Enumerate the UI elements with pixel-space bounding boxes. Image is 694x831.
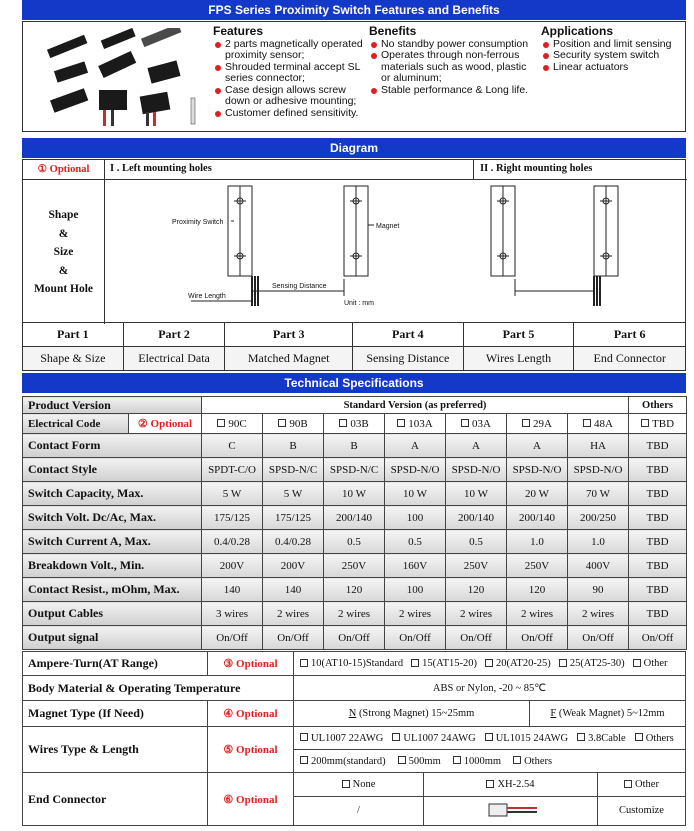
product-version-label: Product Version xyxy=(23,397,202,414)
spec-cell: 120 xyxy=(507,578,568,602)
spec-cell: 10 W xyxy=(324,482,385,506)
wires-row xyxy=(23,727,685,773)
code-text: 03B xyxy=(350,417,369,430)
spec-cell: 2 wires xyxy=(507,602,568,626)
ampere-option-text: 10(AT10-15)Standard xyxy=(311,658,404,669)
spec-cell: 200V xyxy=(263,554,324,578)
spec-cell: TBD xyxy=(629,458,687,482)
spec-cell: 100 xyxy=(385,578,446,602)
diagram-title: Diagram xyxy=(22,138,686,158)
wire-type-text: UL1007 24AWG xyxy=(403,732,476,744)
spec-cell: 0.5 xyxy=(385,530,446,554)
spec-cell: 200/140 xyxy=(507,506,568,530)
shape-size-label xyxy=(23,180,104,299)
spec-cell: 10 W xyxy=(385,482,446,506)
spec-cell: SPSD-N/C xyxy=(263,458,324,482)
code-text: 48A xyxy=(594,417,613,430)
spec-header-row xyxy=(23,397,687,414)
wire-type-text: 3.8Cable xyxy=(588,732,626,744)
spec-cell: SPSD-N/O xyxy=(385,458,446,482)
checkbox[interactable] xyxy=(461,419,469,427)
part-name: Matched Magnet xyxy=(225,347,353,370)
ampere-option-text: 20(AT20-25) xyxy=(495,658,551,669)
electrical-code-row xyxy=(23,414,687,434)
spec-cell: 0.5 xyxy=(324,530,385,554)
checkbox[interactable] xyxy=(339,419,347,427)
strong-magnet-code: N xyxy=(348,708,357,719)
part-header: Part 6 xyxy=(613,327,646,341)
strong-magnet-text: (Strong Magnet) 15~25mm xyxy=(358,708,475,719)
wire-type-option[interactable] xyxy=(485,733,568,744)
spec-row-label: Contact Style xyxy=(23,458,202,482)
spec-row-label: Breakdown Volt., Min. xyxy=(23,554,202,578)
spec-cell: On/Off xyxy=(385,626,446,650)
spec-cell: 3 wires xyxy=(202,602,263,626)
connector-label: End Connector xyxy=(23,773,208,825)
code-option[interactable] xyxy=(263,414,324,434)
spec-cell: 140 xyxy=(263,578,324,602)
checkbox[interactable] xyxy=(522,419,530,427)
code-option[interactable] xyxy=(385,414,446,434)
weak-magnet-code: F xyxy=(550,708,557,719)
part-header: Part 1 xyxy=(23,323,124,346)
benefits-heading: Benefits xyxy=(369,24,417,38)
wire-length-option[interactable] xyxy=(453,756,501,767)
spec-cell: SPSD-N/O xyxy=(446,458,507,482)
spec-row xyxy=(23,458,687,482)
ampere-option-text: 25(AT25-30) xyxy=(569,658,625,669)
applications-heading: Applications xyxy=(541,24,614,38)
spec-row xyxy=(23,626,687,650)
part-name: Sensing Distance xyxy=(353,347,464,370)
features-heading: Features xyxy=(213,24,264,38)
spec-row xyxy=(23,530,687,554)
benefit-item: No standby power consumption xyxy=(369,39,529,51)
feature-item: 2 parts magnetically operated proximity sensor; xyxy=(213,39,363,62)
spec-cell: On/Off xyxy=(324,626,385,650)
wire-length-text: 1000mm xyxy=(463,755,502,767)
code-text: TBD xyxy=(652,417,675,430)
spec-cell: C xyxy=(202,434,263,458)
spec-cell: 5 W xyxy=(263,482,324,506)
magnet-label: Magnet xyxy=(376,223,400,230)
weak-magnet-option[interactable] xyxy=(530,701,685,726)
code-text: 103A xyxy=(408,417,433,430)
left-mount-title: I . Left mounting holes xyxy=(110,163,212,174)
specs-title: Technical Specifications xyxy=(22,373,686,393)
parts-header-row xyxy=(22,323,686,347)
shape-line: Size xyxy=(53,246,74,258)
ampere-row xyxy=(23,652,685,676)
spec-cell: 1.0 xyxy=(568,530,629,554)
wire-type-option[interactable] xyxy=(577,733,626,744)
spec-cell: TBD xyxy=(629,554,687,578)
connector-sub: Customize xyxy=(619,804,664,816)
spec-rows xyxy=(23,434,687,650)
shape-line: & xyxy=(58,227,69,240)
features-column xyxy=(213,26,363,119)
spec-cell: 100 xyxy=(385,506,446,530)
benefit-item: Operates through non-ferrous materials such as wood, plastic or aluminum; xyxy=(369,50,529,85)
spec-cell: On/Off xyxy=(263,626,324,650)
ampere-option[interactable] xyxy=(485,658,551,669)
spec-cell: 2 wires xyxy=(385,602,446,626)
spec-cell: 5 W xyxy=(202,482,263,506)
spec-cell: 200/140 xyxy=(446,506,507,530)
benefits-column xyxy=(369,26,529,96)
parts-name-row xyxy=(22,347,686,371)
wire-type-text: Others xyxy=(645,732,674,744)
spec-cell: 250V xyxy=(507,554,568,578)
benefit-item: Stable performance & Long life. xyxy=(369,85,529,97)
part-name: Electrical Data xyxy=(124,347,226,370)
spec-cell: SPSD-N/O xyxy=(507,458,568,482)
specs-table xyxy=(22,396,687,650)
magnet-row xyxy=(23,701,685,727)
connector-row xyxy=(23,773,685,825)
part-header: Part 2 xyxy=(124,323,226,346)
diagram-header-row xyxy=(105,160,687,180)
weak-magnet-text: (Weak Magnet) 5~12mm xyxy=(558,708,665,719)
spec-row xyxy=(23,602,687,626)
code-option[interactable] xyxy=(507,414,568,434)
spec-cell: 140 xyxy=(202,578,263,602)
code-option[interactable] xyxy=(446,414,507,434)
spec-cell: 175/125 xyxy=(263,506,324,530)
spec-cell: 120 xyxy=(324,578,385,602)
spec-cell: On/Off xyxy=(507,626,568,650)
spec-cell: 175/125 xyxy=(202,506,263,530)
spec-row-label: Output signal xyxy=(23,626,202,650)
wire-type-text: UL1015 24AWG xyxy=(495,732,569,744)
spec-cell: B xyxy=(324,434,385,458)
spec-cell: 120 xyxy=(446,578,507,602)
spec-row xyxy=(23,578,687,602)
ampere-option[interactable] xyxy=(300,658,403,669)
connector-option-text: Other xyxy=(635,779,659,790)
optional-1-label: ① Optional xyxy=(23,160,104,180)
wire-type-option[interactable] xyxy=(392,733,475,744)
spec-row-label: Contact Resist., mOhm, Max. xyxy=(23,578,202,602)
body-label: Body Material & Operating Temperature xyxy=(23,676,294,700)
header-title: FPS Series Proximity Switch Features and Benefits xyxy=(22,0,686,20)
connector-image xyxy=(424,797,597,823)
spec-row xyxy=(23,506,687,530)
body-row xyxy=(23,676,685,701)
application-item: Linear actuators xyxy=(541,62,686,74)
optional-5-label: ⑤ Optional xyxy=(208,727,294,772)
checkbox[interactable] xyxy=(217,419,225,427)
spec-cell: 2 wires xyxy=(446,602,507,626)
part-header: Part 4 xyxy=(353,323,464,346)
wire-length-text: 500mm xyxy=(408,755,441,767)
checkbox[interactable] xyxy=(583,419,591,427)
spec-cell: 0.5 xyxy=(446,530,507,554)
part-name: End Connector xyxy=(593,351,666,365)
applications-column xyxy=(541,26,686,73)
spec-cell: 2 wires xyxy=(324,602,385,626)
spec-cell: SPSD-N/O xyxy=(568,458,629,482)
application-item: Position and limit sensing xyxy=(541,39,686,51)
wire-length-label: Wire Length xyxy=(188,293,226,300)
parts-table xyxy=(22,323,686,371)
wire-length-text: 200mm(standard) xyxy=(311,755,386,767)
spec-cell: 0.4/0.28 xyxy=(202,530,263,554)
optional-4-label: ④ Optional xyxy=(208,701,294,726)
spec-cell: 250V xyxy=(446,554,507,578)
wire-length-option[interactable] xyxy=(398,756,441,767)
connector-option-text: XH-2.54 xyxy=(497,779,535,790)
feature-item: Shrouded terminal accept SL series connector; xyxy=(213,62,363,85)
spec-row-label: Switch Current A, Max. xyxy=(23,530,202,554)
diagram-panel xyxy=(22,159,686,323)
spec-cell: 2 wires xyxy=(263,602,324,626)
spec-cell: TBD xyxy=(629,602,687,626)
spec-cell: B xyxy=(263,434,324,458)
spec-row-label: Switch Volt. Dc/Ac, Max. xyxy=(23,506,202,530)
spec-cell: 0.4/0.28 xyxy=(263,530,324,554)
product-photo xyxy=(41,28,206,128)
feature-item: Customer defined sensitivity. xyxy=(213,108,363,120)
spec-cell: 2 wires xyxy=(568,602,629,626)
connector-option[interactable] xyxy=(294,773,423,797)
code-text: 29A xyxy=(533,417,552,430)
spec-cell: TBD xyxy=(629,578,687,602)
spec-row xyxy=(23,434,687,458)
wire-type-option[interactable] xyxy=(635,733,674,744)
spec-cell: TBD xyxy=(629,482,687,506)
spec-row xyxy=(23,554,687,578)
standard-version-label: Standard Version (as preferred) xyxy=(202,397,629,414)
spec-cell: 1.0 xyxy=(507,530,568,554)
spec-cell: 90 xyxy=(568,578,629,602)
checkbox[interactable] xyxy=(278,419,286,427)
spec-row-label: Switch Capacity, Max. xyxy=(23,482,202,506)
shape-line: Mount Hole xyxy=(33,283,94,295)
feature-item: Case design allows screw down or adhesive mounting; xyxy=(213,85,363,108)
mounting-diagram xyxy=(106,181,686,323)
diagram-left-column xyxy=(23,160,105,324)
spec-cell: A xyxy=(446,434,507,458)
proximity-switch-label: Proximity Switch xyxy=(172,219,224,226)
connector-sub: / xyxy=(357,804,360,816)
code-text: 03A xyxy=(472,417,491,430)
part-name: Wires Length xyxy=(464,347,575,370)
spec-cell: SPDT-C/O xyxy=(202,458,263,482)
spec-cell: On/Off xyxy=(202,626,263,650)
spec-cell: On/Off xyxy=(568,626,629,650)
code-text: 90C xyxy=(228,417,247,430)
spec-cell: 20 W xyxy=(507,482,568,506)
body-value: ABS or Nylon, -20 ~ 85℃ xyxy=(432,683,547,694)
ampere-option[interactable] xyxy=(633,658,668,669)
code-option[interactable] xyxy=(324,414,385,434)
wire-length-text: Others xyxy=(524,755,553,767)
spec-cell: 250V xyxy=(324,554,385,578)
spec-row-label: Contact Form xyxy=(23,434,202,458)
spec-cell: A xyxy=(507,434,568,458)
spec-cell: TBD xyxy=(629,530,687,554)
spec-cell: On/Off xyxy=(629,626,687,650)
wire-type-text: UL1007 22AWG xyxy=(311,732,384,744)
magnet-label: Magnet Type (If Need) xyxy=(23,701,208,726)
optional-2-label: ② Optional xyxy=(129,414,202,434)
checkbox[interactable] xyxy=(641,419,649,427)
others-label: Others xyxy=(629,397,687,414)
spec-cell: 200V xyxy=(202,554,263,578)
spec-cell: 10 W xyxy=(446,482,507,506)
electrical-code-label: Electrical Code xyxy=(23,414,129,434)
shape-line: Shape xyxy=(48,209,79,221)
part-header: Part 5 xyxy=(464,323,575,346)
code-text: 90B xyxy=(289,417,308,430)
spec-row-label: Output Cables xyxy=(23,602,202,626)
application-item: Security system switch xyxy=(541,50,686,62)
spec-cell: 160V xyxy=(385,554,446,578)
options-panel xyxy=(22,651,686,826)
spec-cell: TBD xyxy=(629,506,687,530)
ampere-option[interactable] xyxy=(559,658,625,669)
spec-cell: HA xyxy=(568,434,629,458)
sensing-distance-label: Sensing Distance xyxy=(272,283,327,290)
spec-cell: TBD xyxy=(629,434,687,458)
wire-type-option[interactable] xyxy=(300,733,383,744)
connector-option[interactable] xyxy=(598,773,685,797)
spec-cell: 200/140 xyxy=(324,506,385,530)
code-option[interactable] xyxy=(629,414,687,434)
right-mount-title: II . Right mounting holes xyxy=(480,163,593,174)
wires-label: Wires Type & Length xyxy=(23,727,208,772)
strong-magnet-option[interactable] xyxy=(294,701,530,726)
ampere-option-text: 15(AT15-20) xyxy=(422,658,477,669)
optional-3-label: ③ Optional xyxy=(208,652,294,675)
xh-connector-icon xyxy=(481,800,541,820)
features-panel xyxy=(22,21,686,132)
spec-cell: SPSD-N/C xyxy=(324,458,385,482)
connector-option[interactable] xyxy=(424,773,597,797)
spec-cell: 400V xyxy=(568,554,629,578)
unit-label: Unit : mm xyxy=(344,300,374,307)
spec-cell: 70 W xyxy=(568,482,629,506)
part-name: Shape & Size xyxy=(23,347,124,370)
shape-line: & xyxy=(58,264,69,277)
part-header: Part 3 xyxy=(225,323,353,346)
code-option[interactable] xyxy=(202,414,263,434)
spec-cell: On/Off xyxy=(446,626,507,650)
wire-length-option[interactable] xyxy=(513,756,552,767)
ampere-label: Ampere-Turn(AT Range) xyxy=(23,652,208,675)
spec-cell: 200/250 xyxy=(568,506,629,530)
spec-cell: A xyxy=(385,434,446,458)
optional-6-label: ⑥ Optional xyxy=(208,773,294,825)
ampere-option[interactable] xyxy=(411,658,477,669)
connector-option-text: None xyxy=(352,779,376,790)
wire-length-option[interactable] xyxy=(300,756,386,767)
spec-row xyxy=(23,482,687,506)
checkbox[interactable] xyxy=(397,419,405,427)
ampere-option-text: Other xyxy=(643,658,668,669)
code-option[interactable] xyxy=(568,414,629,434)
